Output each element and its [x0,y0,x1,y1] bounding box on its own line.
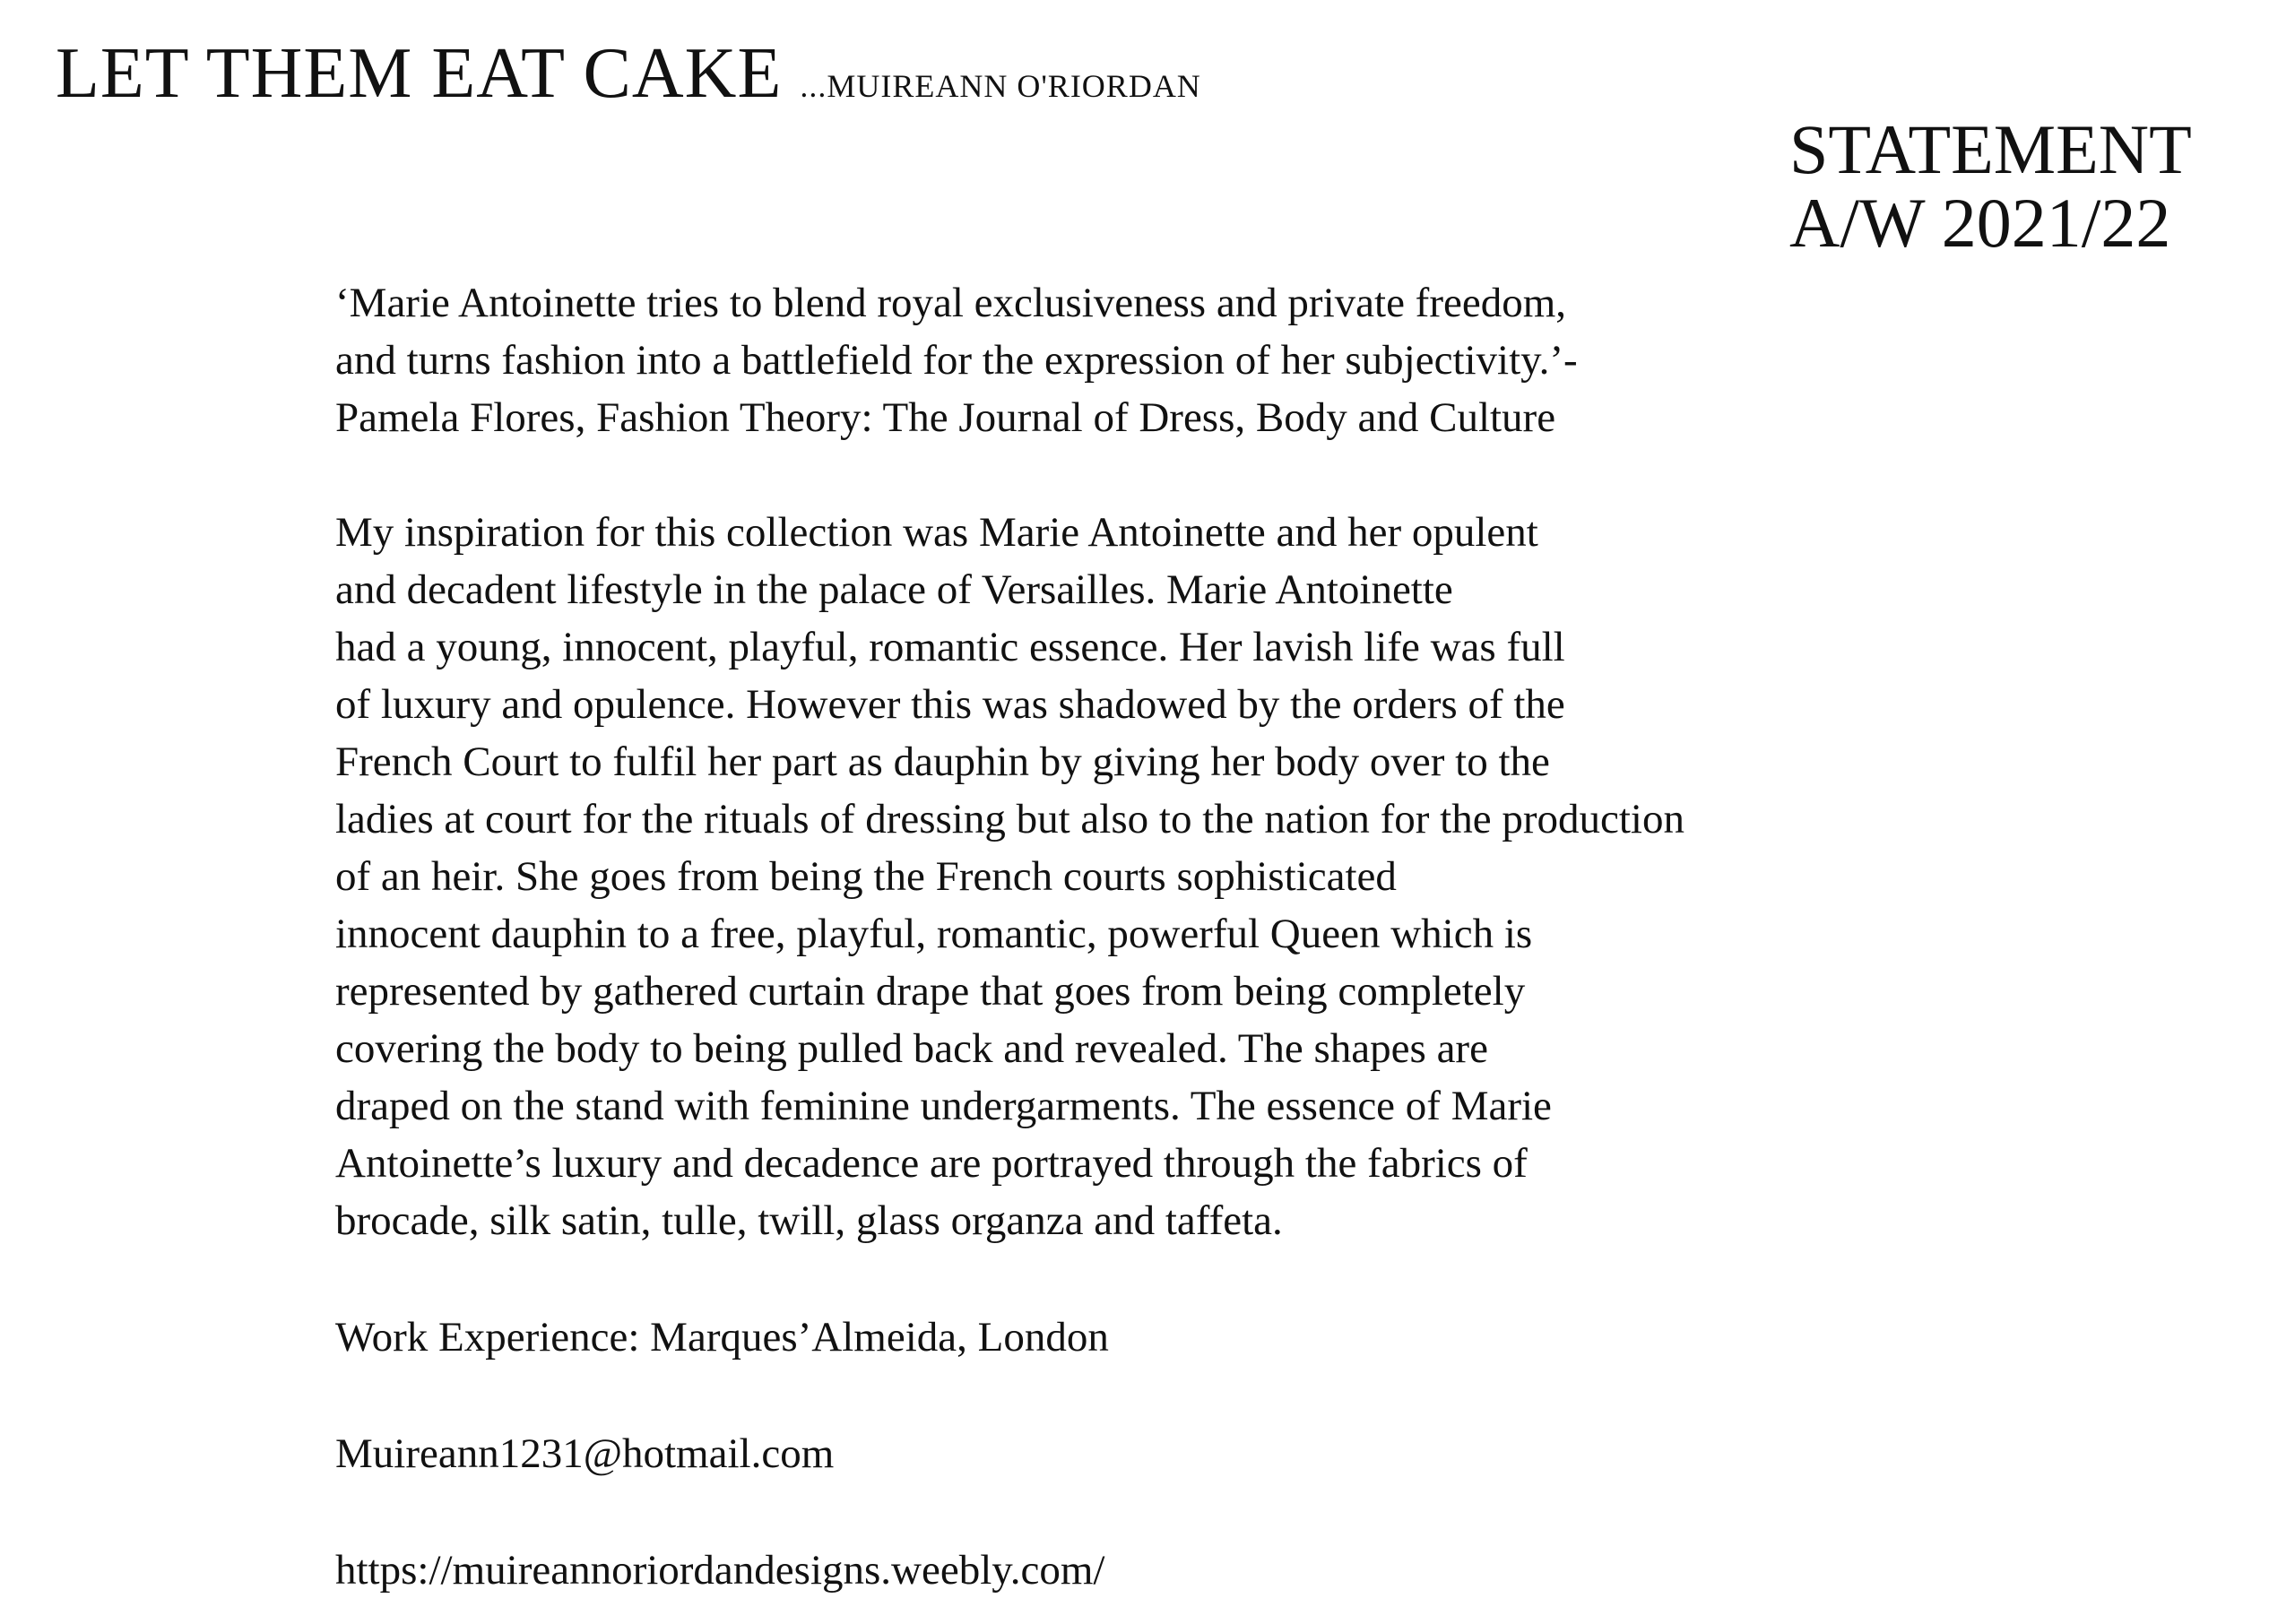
statement-label: STATEMENT [1789,110,2192,188]
paragraph-line: and decadent lifestyle in the palace of Versailles. Marie Antoinette [335,566,1453,613]
paragraph-line: covering the body to being pulled back and revealed. The shapes are [335,1025,1488,1072]
website-url: https://muireannoriordandesigns.weebly.com/ [335,1547,1105,1594]
work-experience: Work Experience: Marques’Almeida, London [335,1314,1109,1361]
inspiration-paragraph [335,504,2003,1249]
statement-heading [1789,110,2192,262]
spacer [335,446,2003,504]
paragraph-line: My inspiration for this collection was Marie Antoinette and her opulent [335,509,1538,556]
author-name: ...MUIREANN O'RIORDAN [800,68,1201,104]
email-address: Muireann1231@hotmail.com [335,1430,835,1477]
document-header [56,34,1201,113]
paragraph-line: Antoinette’s luxury and decadence are portrayed through the fabrics of [335,1140,1528,1187]
spacer [335,1249,2003,1309]
season-label: A/W 2021/22 [1789,184,2171,262]
paragraph-line: innocent dauphin to a free, playful, romantic, powerful Queen which is [335,911,1533,957]
paragraph-line: brocade, silk satin, tulle, twill, glass organza and taffeta. [335,1197,1283,1244]
paragraph-line: had a young, innocent, playful, romantic essence. Her lavish life was full [335,624,1565,670]
statement-body [335,274,2003,1599]
spacer [335,1366,2003,1425]
paragraph-line: ladies at court for the rituals of dressing but also to the nation for the production [335,796,1684,842]
quote-line: and turns fashion into a battlefield for the expression of her subjectivity.’- [335,337,1578,384]
paragraph-line: represented by gathered curtain drape that goes from being completely [335,968,1526,1015]
paragraph-line: of luxury and opulence. However this was shadowed by the orders of the [335,681,1565,728]
quote-line: ‘Marie Antoinette tries to blend royal exclusiveness and private freedom, [335,280,1567,326]
quote-block [335,274,2003,446]
paragraph-line: draped on the stand with feminine undergarments. The essence of Marie [335,1083,1552,1129]
collection-title: LET THEM EAT CAKE [56,34,783,113]
paragraph-line: of an heir. She goes from being the French courts sophisticated [335,853,1397,900]
paragraph-line: French Court to fulfil her part as dauphin by giving her body over to the [335,739,1550,785]
quote-line: Pamela Flores, Fashion Theory: The Journal of Dress, Body and Culture [335,394,1556,441]
spacer [335,1482,2003,1542]
